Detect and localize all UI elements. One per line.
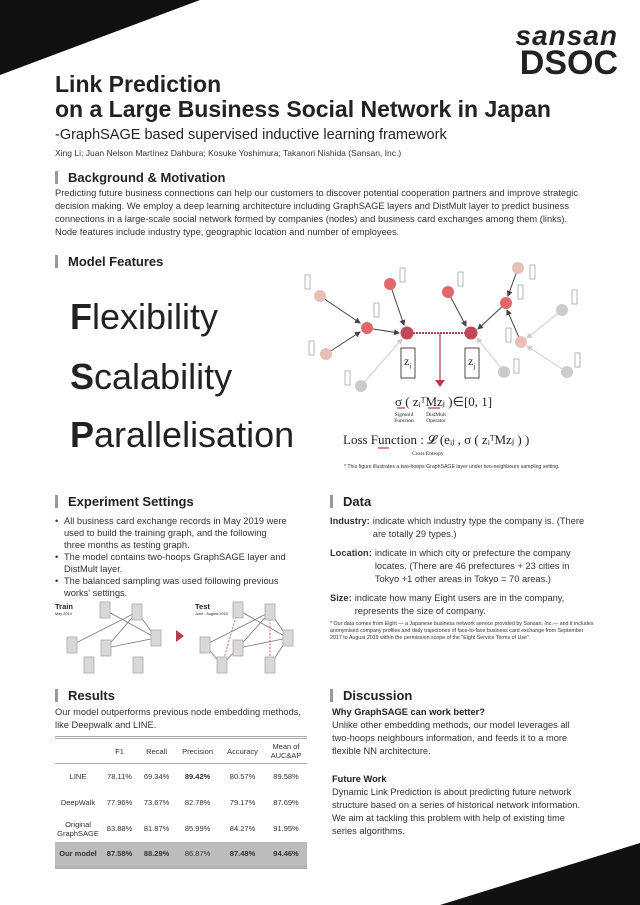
heading-model-features: Model Features bbox=[55, 255, 163, 268]
background-text: Predicting future business connections can help our customers to discover potential cooperation partners and improve strategic decision making. We employ a deep learning architecture including GraphSAGE layers and DistMult layer to predict business connections in a large-scale social network formed by companies (nodes) and business card exchanges among them (links). Node features include industry type, geographic location and number of employees. bbox=[55, 188, 578, 237]
data-item-location bbox=[330, 547, 592, 586]
title-line2: on a Large Business Social Network in Japan bbox=[55, 96, 551, 122]
list-item: • The model contains two-hoops GraphSAGE layer and DistMult layer. bbox=[55, 551, 290, 575]
rest: arallelisation bbox=[94, 414, 295, 455]
col: Recall bbox=[138, 738, 175, 764]
cell: Our model bbox=[55, 842, 101, 868]
value: indicate in which city or prefecture the company locates. (There are 46 prefectures + 23 cities in Tokyo +1 other areas in Tokyo = 70 areas.) bbox=[374, 548, 571, 584]
heading-background: Background & Motivation bbox=[55, 171, 225, 184]
cell: 87.58% bbox=[101, 842, 138, 868]
table-row bbox=[55, 816, 307, 842]
cell: 80.57% bbox=[229, 772, 256, 782]
test-label: Test bbox=[195, 602, 210, 611]
list-item: • The balanced sampling was used following previous works' settings. bbox=[55, 575, 290, 599]
initial: F bbox=[70, 296, 92, 337]
col: Mean of AUC&AP bbox=[265, 738, 307, 764]
heading-experiment: Experiment Settings bbox=[55, 495, 194, 508]
key: Size: bbox=[330, 593, 352, 603]
cell: 89.42% bbox=[184, 772, 211, 782]
discussion-q2: Future Work bbox=[332, 774, 387, 784]
cell: 87.48% bbox=[220, 842, 265, 868]
discussion-a1: Unlike other embedding methods, our model leverages all two-hoops neighbours information, and feeds it to a more flexible NN architecture. bbox=[332, 720, 570, 756]
rest: lexibility bbox=[92, 296, 219, 337]
cell: 89.58% bbox=[273, 772, 299, 782]
cell: 78.11% bbox=[107, 772, 132, 782]
z: z bbox=[404, 354, 410, 368]
data-item-size bbox=[330, 592, 592, 618]
logo-sansan: sansan bbox=[515, 20, 618, 51]
zj-label bbox=[468, 354, 475, 370]
key: Location: bbox=[330, 548, 372, 558]
data-note: * Our data comes from Eight — a Japanese business network service provided by Sansan, Inc.— and it includes anonymised company profiles and daily trajectories of face-to-face business card exchange from September 2017 to August 2019 within the permission scope of the "Eight Service Terms of Use". bbox=[330, 621, 594, 641]
col: F1 bbox=[101, 738, 138, 764]
cell: 91.95% bbox=[273, 824, 299, 833]
graph-nodes bbox=[314, 262, 573, 392]
sub: j bbox=[473, 362, 476, 371]
col: Precision bbox=[175, 738, 220, 764]
discussion-a2: Dynamic Link Prediction is about predicting future network structure based on a series of historical network information. We aim at tackling this problem with help of existing time series algorithms. bbox=[332, 787, 581, 836]
cell: 87.69% bbox=[273, 798, 299, 807]
col bbox=[55, 738, 101, 764]
zi-label bbox=[404, 354, 411, 370]
loss-formula: Loss Function : 𝓛 (eᵢⱼ , σ ( zᵢᵀMzⱼ ) ) bbox=[343, 432, 530, 447]
heading-data: Data bbox=[330, 495, 371, 508]
z: z bbox=[468, 354, 474, 368]
subtitle: -GraphSAGE based supervised inductive learning framework bbox=[55, 127, 447, 143]
col: Accuracy bbox=[220, 738, 265, 764]
rest: calability bbox=[94, 356, 233, 397]
cell: 83.88% bbox=[106, 824, 133, 833]
heading-discussion: Discussion bbox=[330, 689, 412, 702]
cell: 84.27% bbox=[229, 824, 256, 833]
cell: 77.96% bbox=[106, 798, 133, 807]
train-test-diagram bbox=[67, 602, 293, 673]
sigmoid-formula: σ ( zᵢᵀMzⱼ )∈[0, 1] bbox=[395, 394, 493, 409]
title-line1: Link Prediction bbox=[55, 71, 222, 97]
initial: S bbox=[70, 356, 95, 397]
figure-note: * This figure illustrates a two-hoops GraphSAGE layer under two-neighbours sampling setting. bbox=[344, 464, 560, 470]
results-text: Our model outperforms previous node embedding methods, like Deepwalk and LINE. bbox=[55, 707, 301, 730]
results-table bbox=[55, 736, 307, 869]
initial: P bbox=[70, 414, 95, 455]
cell: 81.87% bbox=[143, 824, 170, 833]
sigmoid-label: Sigmoid Function bbox=[394, 412, 414, 424]
table-row-our-model bbox=[55, 842, 307, 868]
cell: DeepWalk bbox=[60, 798, 96, 807]
cell: LINE bbox=[69, 772, 87, 782]
table-row bbox=[55, 790, 307, 816]
discussion-q1: Why GraphSAGE can work better? bbox=[332, 707, 485, 717]
test-date: June - August 2019 bbox=[195, 612, 228, 616]
table-row bbox=[55, 764, 307, 790]
cell: 73.67% bbox=[143, 798, 170, 807]
train-label: Train bbox=[55, 602, 73, 611]
cell: 69.34% bbox=[143, 772, 170, 782]
cross-entropy-label: Cross Entropy bbox=[412, 451, 444, 457]
cell: 79.17% bbox=[229, 798, 256, 807]
cell: 88.29% bbox=[138, 842, 175, 868]
cell: Original GraphSAGE bbox=[57, 819, 99, 838]
table-header bbox=[55, 738, 307, 764]
cell: 85.99% bbox=[184, 824, 211, 833]
list-item: • All business card exchange records in May 2019 were used to build the training graph, and the following three months as testing graph. bbox=[55, 515, 290, 551]
authors: Xing Li; Juan Nelson Martínez Dahbura; Kosuke Yoshimura; Takanori Nishida (Sansan, Inc.) bbox=[55, 148, 402, 158]
cell: 82.78% bbox=[184, 798, 211, 807]
data-item-industry bbox=[330, 515, 592, 541]
data-list bbox=[330, 515, 592, 624]
value: indicate which industry type the company is. (There are totally 29 types.) bbox=[372, 516, 585, 539]
key: Industry: bbox=[330, 516, 370, 526]
experiment-list bbox=[55, 515, 290, 599]
train-date: May 2019 bbox=[55, 612, 72, 616]
value: indicate how many Eight users are in the company, represents the size of company. bbox=[354, 593, 565, 616]
heading-results: Results bbox=[55, 689, 115, 702]
distmult-label: DistMult Operator bbox=[426, 412, 446, 424]
cell: 94.46% bbox=[265, 842, 307, 868]
sub: i bbox=[409, 362, 412, 371]
logo-dsoc: DSOC bbox=[519, 44, 618, 82]
cell: 86.87% bbox=[175, 842, 220, 868]
feature-vector-icons bbox=[305, 265, 580, 385]
